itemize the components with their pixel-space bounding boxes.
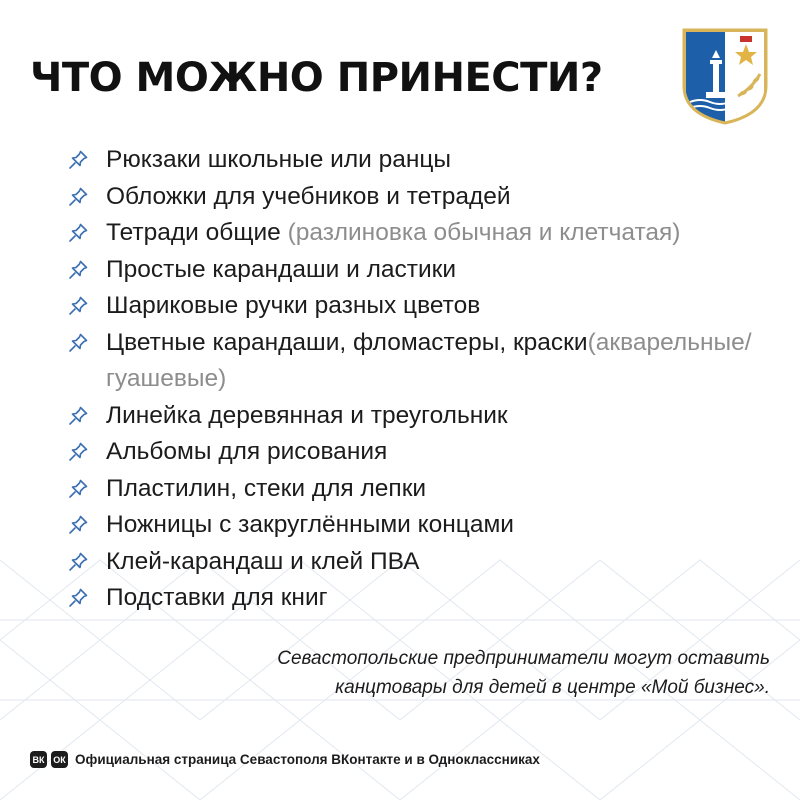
list-item-main: Тетради общие [106, 219, 288, 246]
list-item-text [106, 471, 766, 508]
list-item [66, 398, 766, 435]
odnoklassniki-icon[interactable]: ОК [51, 751, 68, 768]
items-list [66, 142, 766, 617]
list-item-note: (разлиновка обычная и клетчатая) [287, 219, 681, 246]
page-title: ЧТО МОЖНО ПРИНЕСТИ? [30, 55, 603, 101]
footnote [150, 644, 770, 702]
list-item [66, 325, 766, 398]
sevastopol-coat-of-arms-icon [680, 26, 770, 126]
list-item-main: Подставки для книг [106, 584, 328, 611]
pushpin-icon [66, 544, 106, 580]
list-item [66, 471, 766, 508]
list-item [66, 434, 766, 471]
list-item-text [106, 142, 766, 179]
list-item-main: Цветные карандаши, фломастеры, краски [106, 328, 588, 356]
footnote-line-2: канцтовары для детей в центре «Мой бизнес». [335, 677, 770, 698]
list-item-main: Рюкзаки школьные или ранцы [106, 146, 452, 173]
footer-text: Официальная страница Севастополя ВКонтакте и в Одноклассниках [75, 752, 540, 767]
pushpin-icon [66, 288, 106, 324]
list-item-text [106, 544, 766, 581]
pushpin-icon [66, 142, 106, 178]
list-item [66, 252, 766, 289]
list-item [66, 215, 766, 252]
footer [30, 751, 540, 768]
list-item-main: Альбомы для рисования [106, 438, 388, 465]
list-item-text [106, 434, 766, 471]
pushpin-icon [66, 471, 106, 507]
list-item-text [106, 325, 766, 398]
list-item [66, 179, 766, 216]
list-item-text [106, 580, 766, 617]
list-item-text [106, 398, 766, 435]
list-item-note: (акварельные/гуашевые) [106, 328, 752, 392]
list-item-main: Обложки для учебников и тетрадей [106, 182, 511, 210]
footnote-line-1: Севастопольские предприниматели могут оставить [277, 648, 770, 669]
list-item-main: Клей-карандаш и клей ПВА [106, 547, 420, 575]
list-item [66, 288, 766, 325]
pushpin-icon [66, 398, 106, 434]
list-item-text [106, 288, 766, 325]
pushpin-icon [66, 325, 106, 361]
pushpin-icon [66, 507, 106, 543]
list-item [66, 507, 766, 544]
pushpin-icon [66, 215, 106, 251]
list-item-main: Пластилин, стеки для лепки [106, 474, 427, 502]
list-item-text [106, 179, 766, 216]
list-item-main: Ножницы с закруглёнными концами [106, 511, 514, 538]
list-item-main: Шариковые ручки разных цветов [106, 292, 481, 319]
list-item [66, 580, 766, 617]
list-item-text [106, 215, 766, 252]
list-item-text [106, 252, 766, 289]
pushpin-icon [66, 580, 106, 616]
pushpin-icon [66, 252, 106, 288]
list-item [66, 142, 766, 179]
pushpin-icon [66, 179, 106, 215]
list-item-main: Линейка деревянная и треугольник [106, 401, 508, 429]
list-item-text [106, 507, 766, 544]
vk-icon[interactable]: ВК [30, 751, 47, 768]
list-item [66, 544, 766, 581]
list-item-main: Простые карандаши и ластики [106, 255, 457, 283]
pushpin-icon [66, 434, 106, 470]
